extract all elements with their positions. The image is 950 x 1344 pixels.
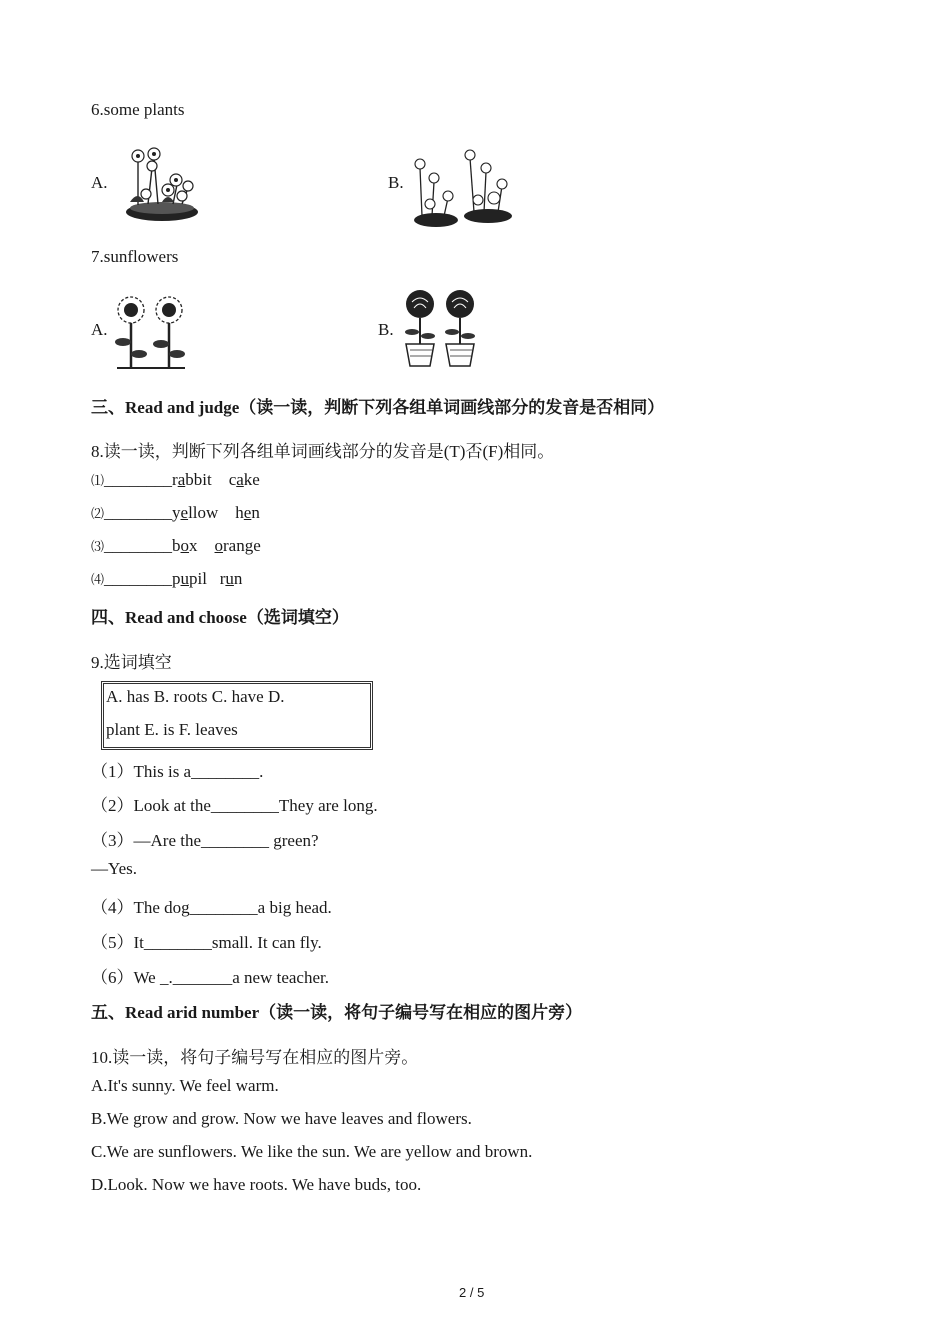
page-number: 2 / 5: [459, 1285, 485, 1300]
q10-sentence-c: C.We are sunflowers. We like the sun. We are yellow and brown.: [91, 1142, 533, 1161]
word-bank-box: [101, 681, 373, 750]
q7-option-b-label[interactable]: B.: [378, 320, 394, 339]
plant-pot-image-a: [118, 140, 204, 226]
q8-item: ⑴________rabbit cake: [91, 470, 260, 489]
answer-blank[interactable]: ________: [104, 569, 173, 588]
q6-title: 6.some plants: [91, 100, 185, 119]
q9-sentence-5: （5）It________small. It can fly.: [91, 933, 322, 952]
q10-sentence-b: B.We grow and grow. Now we have leaves and flowers.: [91, 1109, 472, 1128]
q10-sentence-d: D.Look. Now we have roots. We have buds, too.: [91, 1175, 422, 1194]
section4-heading: 四、Read and choose（选词填空）: [91, 608, 349, 627]
section5-heading: 五、Read arid number（读一读，将句子编号写在相应的图片旁）: [91, 1003, 583, 1022]
answer-blank[interactable]: ________: [104, 503, 173, 522]
q9-sentence-6: （6）We _._______a new teacher.: [91, 968, 329, 987]
answer-blank[interactable]: ________: [104, 470, 173, 489]
q8-item: ⑷________pupil run: [91, 569, 243, 588]
q8-title: 8.读一读，判断下列各组单词画线部分的发音是(T)否(F)相同。: [91, 442, 555, 461]
sunflowers-image-a: [111, 292, 191, 372]
q8-item: ⑶________box orange: [91, 536, 261, 555]
q8-item-number: ⑷: [91, 572, 105, 587]
q9-sentence-3: （3）—Are the________ green?: [91, 831, 319, 850]
q7-option-a-label[interactable]: A.: [91, 320, 108, 339]
q8-item-number: ⑶: [91, 539, 105, 554]
section3-heading: 三、Read and judge（读一读，判断下列各组单词画线部分的发音是否相同）: [91, 398, 665, 417]
plant-pots-image-b: [408, 146, 516, 232]
q9-sentence-1: （1）This is a________.: [91, 762, 264, 781]
answer-blank[interactable]: ________: [104, 536, 173, 555]
q9-sentence-3-answer: —Yes.: [91, 859, 137, 878]
word-bank-line: plant E. is F. leaves: [106, 720, 238, 739]
q10-sentence-a: A.It's sunny. We feel warm.: [91, 1076, 279, 1095]
q9-sentence-4: （4）The dog________a big head.: [91, 898, 332, 917]
q6-option-a-label[interactable]: A.: [91, 173, 108, 192]
q8-item-number: ⑴: [91, 473, 105, 488]
q8-item: ⑵________yellow hen: [91, 503, 260, 522]
q7-title: 7.sunflowers: [91, 247, 179, 266]
q6-option-b-label[interactable]: B.: [388, 173, 404, 192]
q10-title: 10.读一读，将句子编号写在相应的图片旁。: [91, 1048, 419, 1067]
q9-title: 9.选词填空: [91, 653, 172, 672]
q8-item-number: ⑵: [91, 506, 105, 521]
roses-image-b: [400, 288, 482, 370]
word-bank-line: A. has B. roots C. have D.: [106, 687, 285, 706]
q9-sentence-2: （2）Look at the________They are long.: [91, 796, 378, 815]
